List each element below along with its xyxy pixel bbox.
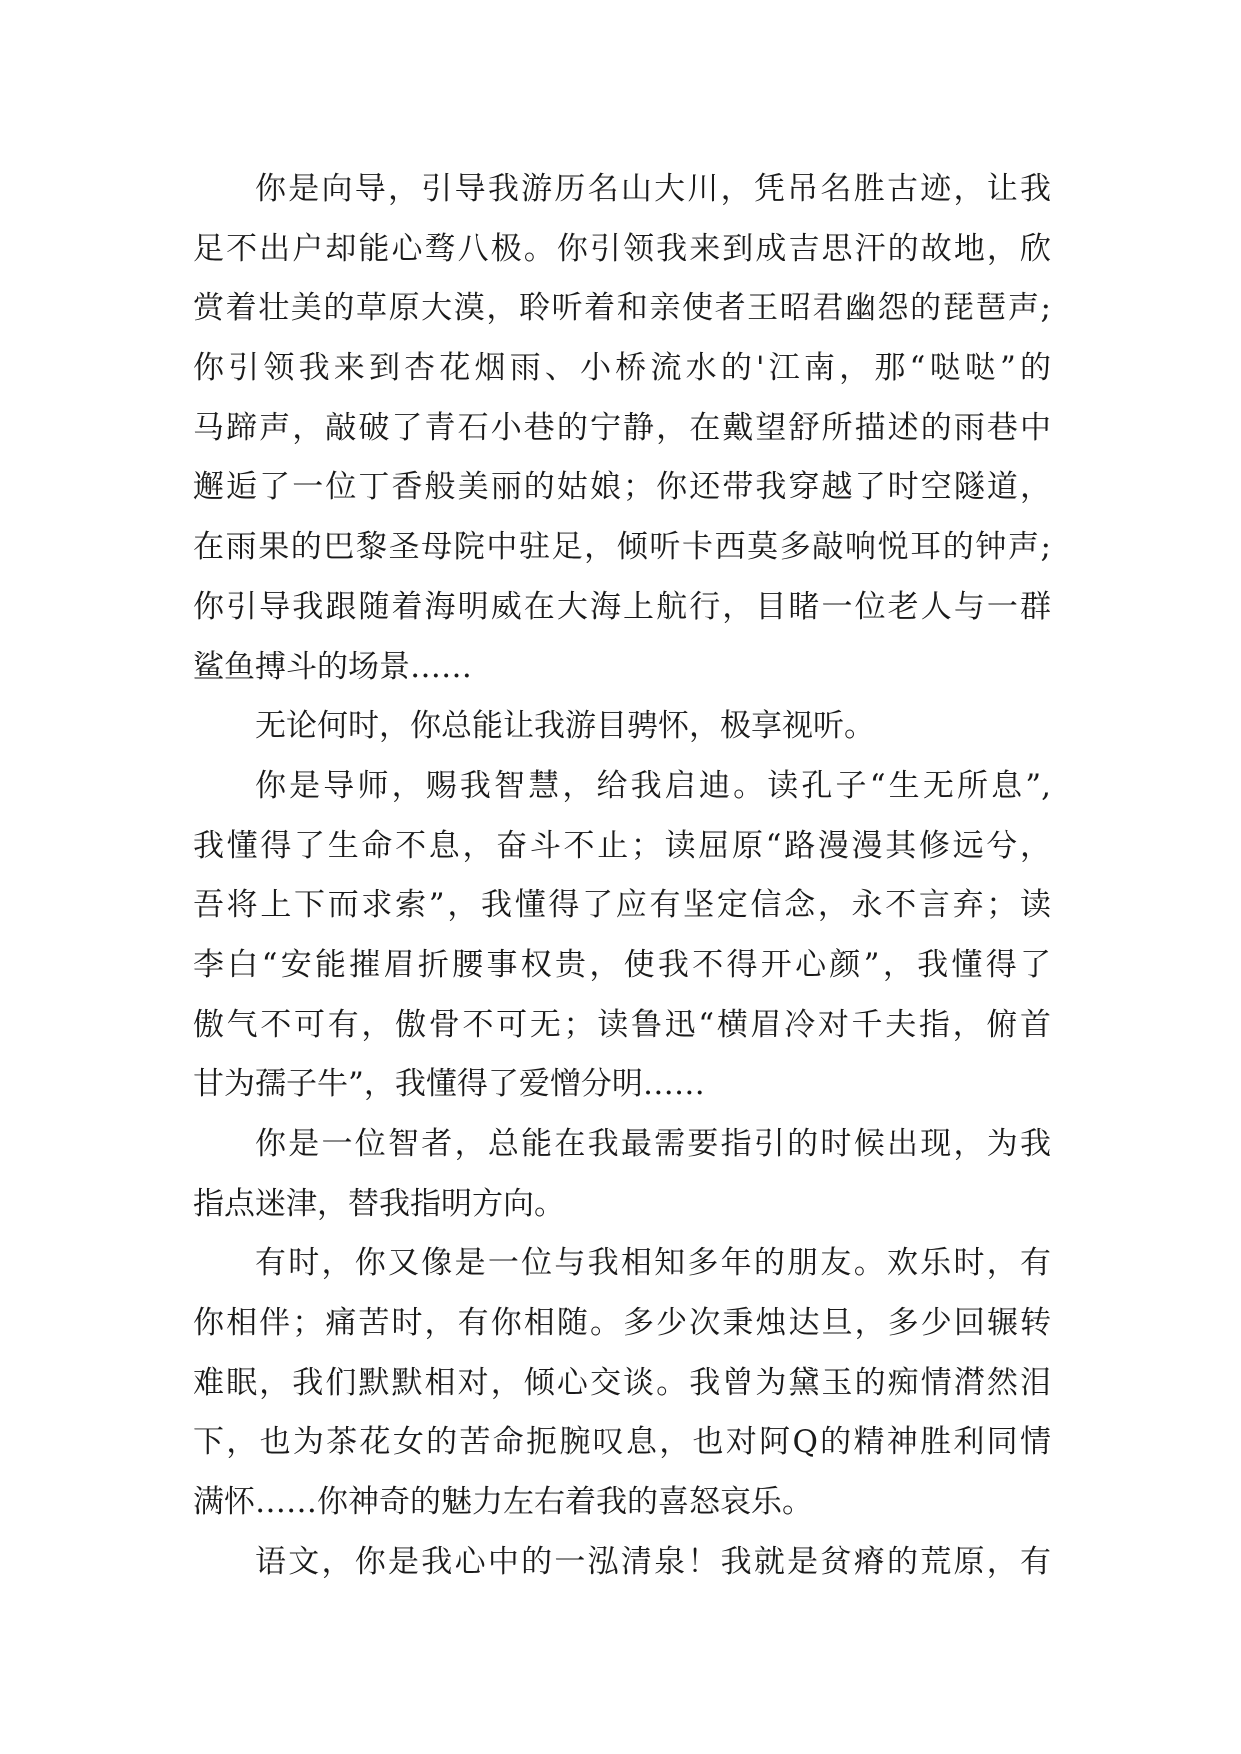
paragraph-spring <box>193 1533 1051 1593</box>
text-line: 满怀……你神奇的魅力左右着我的喜怒哀乐。 <box>193 1484 813 1521</box>
paragraph-guide <box>193 160 1051 697</box>
text-line: 你相伴；痛苦时，有你相随。多少次秉烛达旦，多少回辗转 <box>193 1305 1051 1342</box>
text-line: 难眠，我们默默相对，倾心交谈。我曾为黛玉的痴情潸然泪 <box>193 1364 1051 1401</box>
text-line: 你是向导，引导我游历名山大川，凭吊名胜古迹，让我 <box>255 171 1051 207</box>
text-line: 鲨鱼搏斗的场景…… <box>193 648 472 685</box>
text-line: 你是导师，赐我智慧，给我启迪。读孔子“生无所息”, <box>255 767 1051 804</box>
text-line: 你引领我来到杏花烟雨、小桥流水的'江南，那“哒哒”的 <box>193 350 1051 387</box>
text-line: 下，也为茶花女的苦命扼腕叹息，也对阿Q的精神胜利同情 <box>193 1424 1051 1461</box>
text-line: 语文，你是我心中的一泓清泉！我就是贫瘠的荒原，有 <box>255 1543 1051 1580</box>
paragraph-friend <box>193 1234 1051 1532</box>
text-line: 无论何时，你总能让我游目骋怀，极享视听。 <box>255 708 875 745</box>
text-line: 邂逅了一位丁香般美丽的姑娘；你还带我穿越了时空隧道， <box>193 469 1051 506</box>
text-line: 甘为孺子牛”，我懂得了爱憎分明…… <box>193 1066 705 1103</box>
essay-body <box>193 160 1051 1593</box>
text-line: 吾将上下而求索”，我懂得了应有坚定信念，永不言弃；读 <box>193 887 1051 924</box>
paragraph-sage <box>193 1115 1051 1234</box>
text-line: 马蹄声，敲破了青石小巷的宁静，在戴望舒所描述的雨巷中 <box>193 409 1051 446</box>
text-line: 足不出户却能心骛八极。你引领我来到成吉思汗的故地，欣 <box>193 230 1051 267</box>
text-line: 我懂得了生命不息，奋斗不止；读屈原“路漫漫其修远兮， <box>193 827 1051 864</box>
paragraph-mentor <box>193 757 1051 1115</box>
text-line: 傲气不可有，傲骨不可无；读鲁迅“横眉冷对千夫指，俯首 <box>193 1006 1051 1043</box>
text-line: 指点迷津，替我指明方向。 <box>193 1185 565 1222</box>
text-line: 李白“安能摧眉折腰事权贵，使我不得开心颜”，我懂得了 <box>193 946 1051 983</box>
text-line: 有时，你又像是一位与我相知多年的朋友。欢乐时，有 <box>255 1245 1051 1282</box>
text-line: 在雨果的巴黎圣母院中驻足，倾听卡西莫多敲响悦耳的钟声; <box>193 529 1051 566</box>
text-line: 你是一位智者，总能在我最需要指引的时候出现，为我 <box>255 1126 1051 1162</box>
text-line: 赏着壮美的草原大漠，聆听着和亲使者王昭君幽怨的琵琶声; <box>193 290 1051 327</box>
text-line: 你引导我跟随着海明威在大海上航行，目睹一位老人与一群 <box>193 588 1051 625</box>
paragraph-anytime <box>193 697 1051 757</box>
